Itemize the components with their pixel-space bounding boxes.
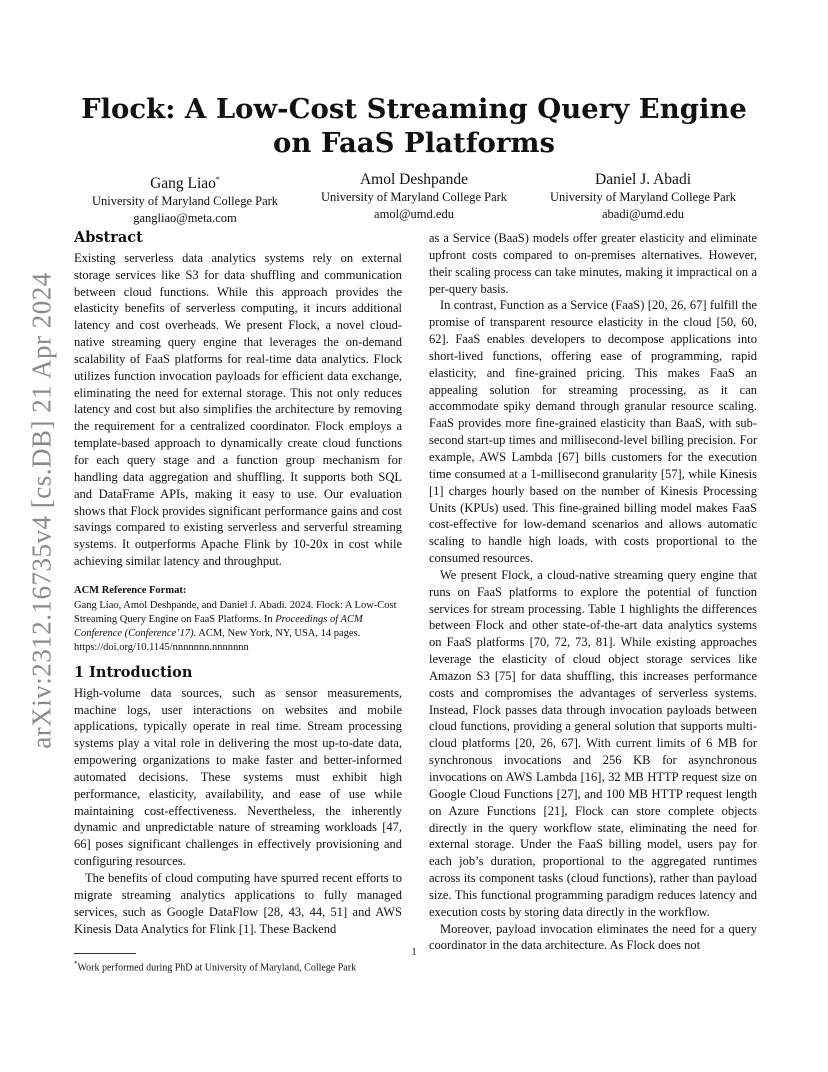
author-affiliation: University of Maryland College Park (320, 190, 508, 204)
acm-reference-heading: ACM Reference Format: (74, 584, 187, 596)
author-email[interactable]: abadi@umd.edu (602, 207, 684, 221)
left-column (74, 230, 402, 937)
footnote-mark: * (74, 960, 78, 968)
acm-reference-text: Gang Liao, Amol Deshpande, and Daniel J. Abadi. 2024. Flock: A Low-Cost Streaming Query Engine on FaaS Platforms. In Proceedings of ACM Conference (Conference’17). ACM, New York, NY, USA, 14 pages. https://doi.org/10.1145/nnnnnnn.nnnnnnn (74, 599, 397, 653)
introduction-heading: 1 Introduction (74, 663, 193, 681)
footnote-text: Work performed during PhD at University of Maryland, College Park (77, 962, 357, 974)
footnote (74, 958, 356, 974)
acm-venue: Proceedings of ACM Conference (Conference’17). (74, 613, 363, 639)
right-column (429, 230, 757, 954)
acm-reference (74, 584, 402, 655)
intro-paragraph-2-cont: as a Service (BaaS) models offer greater elasticity and eliminate upfront costs compared to on-premises alternatives. However, their scaling process can take minutes, making it impractical on a per-query basis. (429, 231, 757, 296)
arxiv-stamp (22, 250, 62, 770)
author-name: Gang Liao (150, 175, 216, 193)
arxiv-identifier: arXiv:2312.16735v4 [cs.DB] 21 Apr 2024 (26, 271, 57, 749)
intro-paragraph-4: We present Flock, a cloud-native streaming query engine that runs on FaaS platforms to explore the potential of function services for stream processing. Table 1 highlights the differences between Flock and other state-of-the-art data analytics systems on FaaS platforms [70, 72, 73, 81]. While existing approaches leverage the elasticity of cloud object storage services like Amazon S3 [75] for data shuffling, this increases performance costs and compromises the advantages of serverless systems. Instead, Flock passes data through invocation payloads between cloud functions, providing a general solution that supports multi-cloud platforms [20, 26, 67]. With current limits of 6 MB for synchronous invocations and 256 KB for asynchronous invocations on AWS Lambda [16], 32 MB HTTP request size on Google Cloud Functions [27], and 100 MB HTTP request length on Azure Functions [21], Flock can store complete objects directly in the query workflow state, eliminating the need for external storage. Under the FaaS billing model, users pay for each job’s duration, proportional to the aggregated runtimes across its component tasks (cloud functions), rather than payload size. This functional programming paradigm reduces latency and execution costs by storing data directly in the workflow. (429, 567, 757, 919)
page-number: 1 (411, 947, 417, 958)
abstract-text: Existing serverless data analytics systems rely on external storage services like S3 for data shuffling and communication between cloud functions. While this approach provides the elasticity benefits of serverless computing, it incurs additional latency and cost overheads. We present Flock, a novel cloud-native streaming query engine that leverages the on-demand scalability of FaaS platforms for real-time data analytics. Flock utilizes function invocation payloads for efficient data exchange, eliminating the need for external storage. This not only reduces latency and cost but also simplifies the architecture by removing the requirement for a centralized coordinator. Flock employs a template-based approach to dynamically create cloud functions for each query stage and a function group mechanism for handling data aggregation and shuffling. It supports both SQL and DataFrame APIs, making it easy to use. Our evaluation shows that Flock provides significant performance gains and cost savings compared to existing serverless and serverful streaming systems. It outperforms Apache Flink by 10-20x in cost while achieving similar latency and throughput. (74, 250, 402, 569)
author-email[interactable]: amol@umd.edu (374, 207, 454, 221)
author-name: Amol Deshpande (359, 171, 469, 188)
paper-title: Flock: A Low-Cost Streaming Query Engine on FaaS Platforms (81, 93, 747, 159)
intro-paragraph-2: The benefits of cloud computing have spurred recent efforts to migrate streaming analytics applications to fully managed services, such as Google DataFlow [28, 43, 44, 51] and AWS Kinesis Data Analytics for Flink [1]. These Backend (74, 871, 402, 936)
intro-paragraph-1: High-volume data sources, such as sensor measurements, machine logs, user interactions on websites and mobile applications, typically operate in real time. Stream processing systems play a vital role in delivering the most up-to-date data, empowering organizations to make faster and better-informed automated decisions. These systems must exhibit high performance, elasticity, availability, and ease of use while maintaining cost-effectiveness. Nevertheless, the inherently dynamic and unpredictable nature of streaming workloads [47, 66] poses significant challenges in effectively provisioning and configuring resources. (74, 685, 402, 869)
author-1 (74, 170, 296, 227)
abstract-heading: Abstract (74, 229, 143, 246)
author-affiliation: University of Maryland College Park (549, 190, 737, 204)
author-email[interactable]: gangliao@meta.com (133, 211, 237, 226)
author-affiliation: University of Maryland College Park (91, 194, 279, 209)
author-footnote-mark: * (215, 175, 220, 184)
author-3 (532, 170, 754, 227)
author-block (74, 170, 754, 227)
author-name: Daniel J. Abadi (595, 171, 691, 188)
intro-paragraph-3: In contrast, Function as a Service (FaaS) [20, 26, 67] fulfill the promise of transparent resource elasticity in the cloud [50, 60, 62]. FaaS enables developers to decompose applications into short-lived functions, offering ease of programming, rapid elasticity, and fine-grained pricing. This makes FaaS an appealing solution for streaming processing, as it can accommodate spiky demand through granular resource scaling. FaaS provides more fine-grained elasticity than BaaS, with sub-second start-up times and millisecond-level billing precision. For example, AWS Lambda [67] bills customers for the execution time consumed at a 1-millisecond granularity [57], while Kinesis [1] charges hourly based on the number of Kinesis Processing Units (KPUs) used. This fine-grained billing model makes FaaS cost-effective for low-demand scenarios and allows automatic scaling to handle high loads, with costs proportional to the consumed resources. (429, 298, 757, 566)
author-2 (303, 170, 525, 227)
intro-paragraph-5: Moreover, payload invocation eliminates the need for a query coordinator in the data architecture. As Flock does not (429, 921, 757, 953)
